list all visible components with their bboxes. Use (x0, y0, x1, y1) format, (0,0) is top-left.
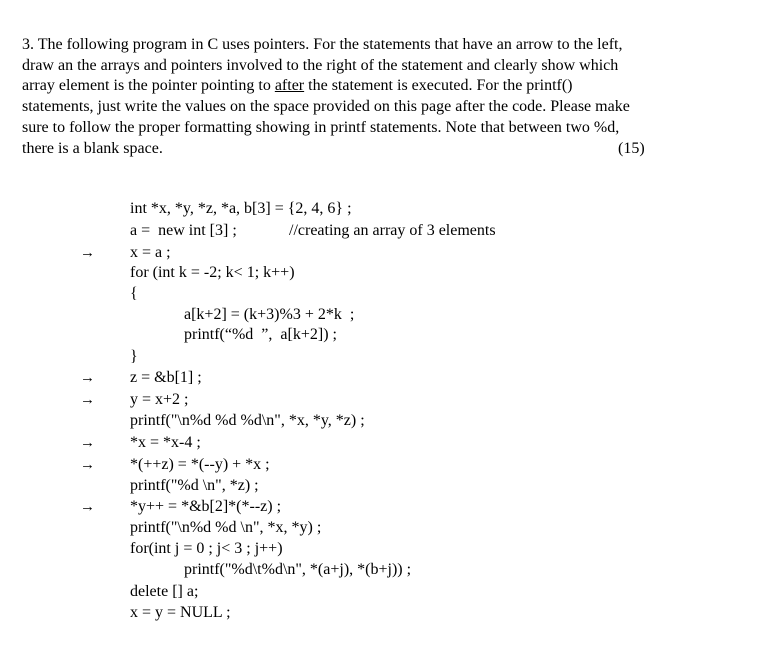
code-line: delete [] a; (130, 583, 199, 600)
question-line-6: there is a blank space. (22, 139, 163, 157)
code-line: z = &b[1] ; (130, 369, 202, 386)
code-line: printf("\n%d %d %d\n", *x, *y, *z) ; (130, 412, 365, 429)
question-line-1: 3. The following program in C uses pointers. For the statements that have an arrow to the left, (22, 36, 623, 53)
code-line: *x = *x-4 ; (130, 434, 201, 451)
code-line: printf("%d \n", *z) ; (130, 477, 259, 494)
points-value: (15) (618, 140, 645, 157)
arrow-right-icon: → (80, 435, 95, 451)
arrow-right-icon: → (80, 370, 95, 386)
code-comment: //creating an array of 3 elements (289, 222, 496, 239)
question-line-3-start: array element is the pointer pointing to (22, 77, 275, 95)
arrow-right-icon: → (80, 392, 95, 408)
arrow-right-icon: → (80, 245, 95, 261)
code-line: a = new int [3] ; (130, 222, 237, 239)
question-line-3-end: the statement is executed. For the printf() (304, 77, 573, 95)
code-line: } (130, 348, 138, 365)
code-line: printf("%d\t%d\n", *(a+j), *(b+j)) ; (184, 561, 412, 578)
code-line: printf(“%d ”, a[k+2]) ; (184, 326, 337, 343)
code-line: *(++z) = *(--y) + *x ; (130, 456, 270, 473)
underlined-after: after (274, 77, 305, 95)
code-line: for(int j = 0 ; j< 3 ; j++) (130, 540, 283, 557)
arrow-right-icon: → (80, 457, 95, 473)
code-line: int *x, *y, *z, *a, b[3] = {2, 4, 6} ; (130, 200, 352, 217)
question-line-5: sure to follow the proper formatting showing in printf statements. Note that between two %d, (22, 118, 620, 136)
code-line: x = y = NULL ; (130, 604, 231, 621)
arrow-right-icon: → (80, 499, 95, 515)
code-line: x = a ; (130, 244, 171, 261)
code-line: y = x+2 ; (130, 391, 189, 408)
code-line: *y++ = *&b[2]*(*--z) ; (130, 498, 282, 515)
code-line: for (int k = -2; k< 1; k++) (130, 264, 295, 281)
code-line: printf("\n%d %d \n", *x, *y) ; (130, 519, 322, 536)
question-line-4: statements, just write the values on the space provided on this page after the code. Please make (22, 98, 630, 116)
question-line-2: draw an the arrays and pointers involved to the right of the statement and clearly show which (22, 56, 619, 74)
code-line: a[k+2] = (k+3)%3 + 2*k ; (184, 306, 355, 323)
code-line: { (130, 285, 138, 302)
